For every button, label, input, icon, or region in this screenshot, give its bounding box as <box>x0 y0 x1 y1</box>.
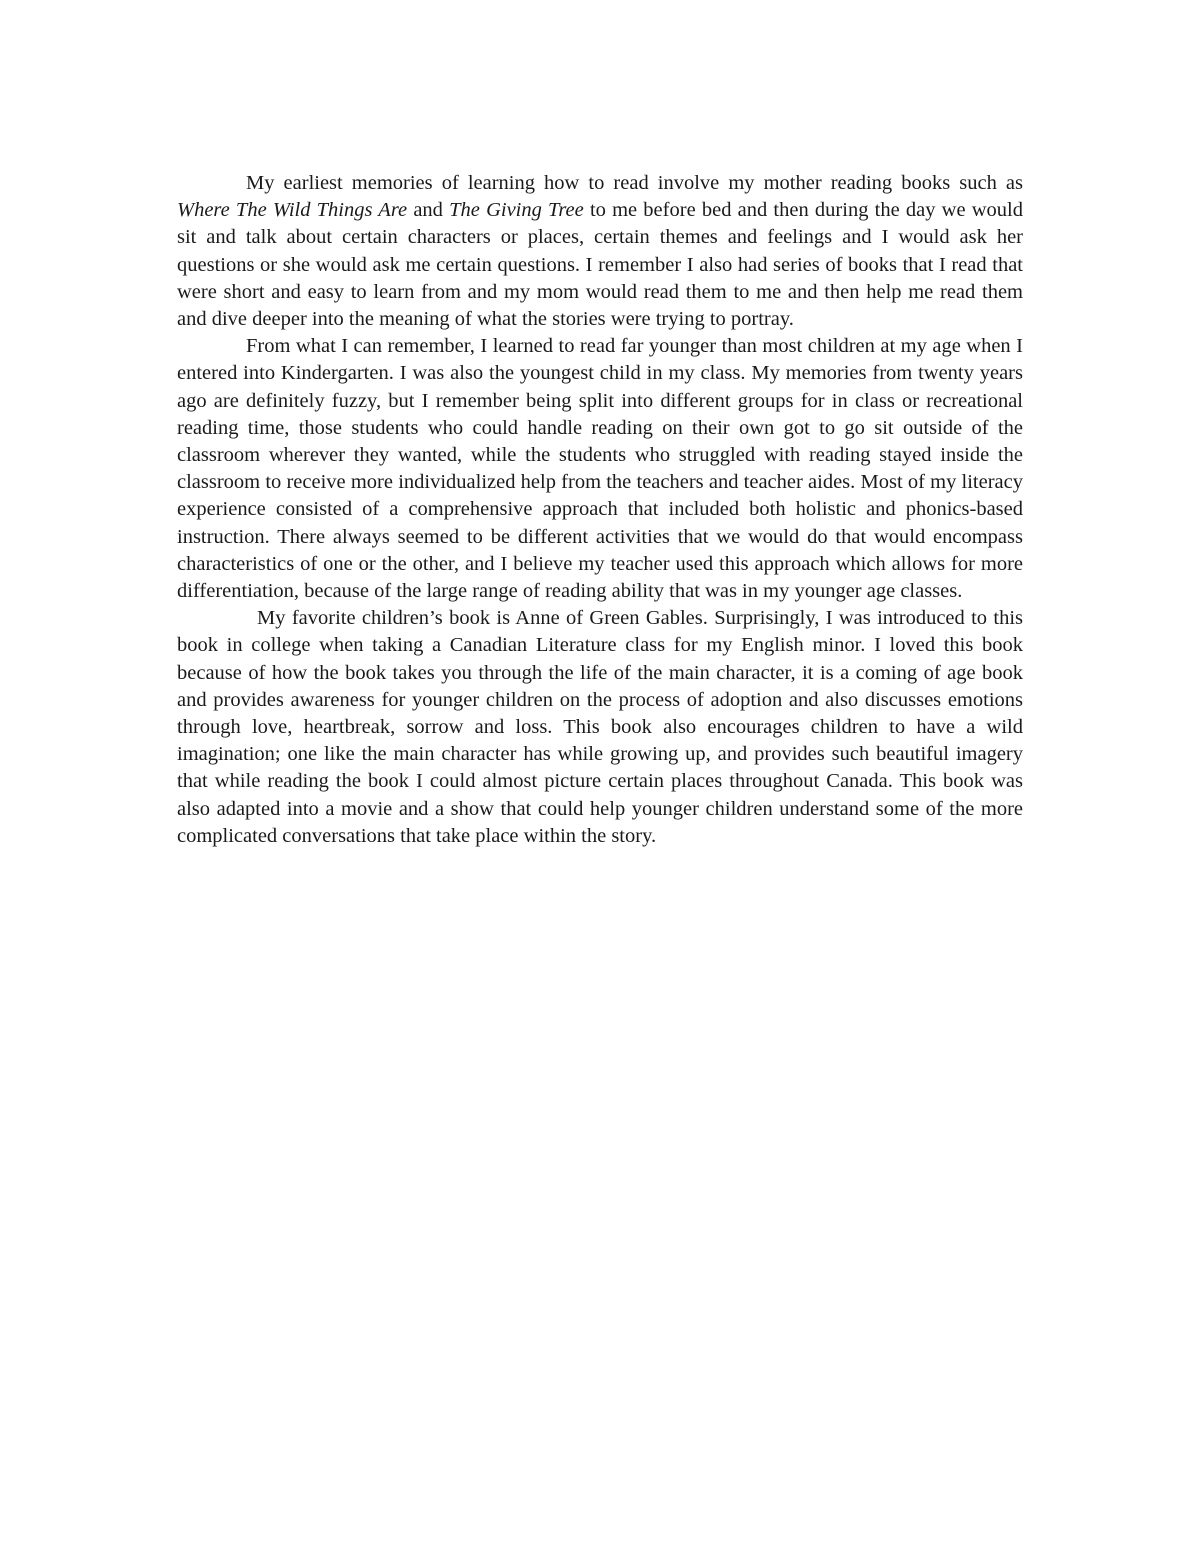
document-body <box>177 170 1023 850</box>
paragraph-1-text: to me before bed and then during the day we would sit and talk about certain characters or places, certain themes and feelings and I would ask her questions or she would ask me certain questions. I remember I also had series of books that I read that were short and easy to learn from and my mom would read them to me and then help me read them and dive deeper into the meaning of what the stories were trying to portray. <box>177 199 1024 331</box>
book-title-the-giving-tree: The Giving Tree <box>449 199 584 222</box>
paragraph-1-text: and <box>407 199 450 222</box>
paragraph-1-text: My earliest memories of learning how to read involve my mother reading books such as <box>246 172 1023 194</box>
paragraph-3 <box>177 605 1023 850</box>
paragraph-3-text: My favorite children’s book is Anne of Green Gables. Surprisingly, I was introduced to this book in college when taking a Canadian Literature class for my English minor. I loved this book because of how the book takes you through the life of the main character, it is a coming of age book and provides awareness for younger children on the process of adoption and also discusses emotions through love, heartbreak, sorrow and loss. This book also encourages children to have a wild imagination; one like the main character has while growing up, and provides such beautiful imagery that while reading the book I could almost picture certain places throughout Canada. This book was also adapted into a movie and a show that could help younger children understand some of the more complicated conversations that take place within the story. <box>177 607 1023 847</box>
paragraph-2-text: From what I can remember, I learned to read far younger than most children at my age when I entered into Kindergarten. I was also the youngest child in my class. My memories from twenty years ago are definitely fuzzy, but I remember being split into different groups for in class or recreational reading time, those students who could handle reading on their own got to go sit outside of the classroom wherever they wanted, while the students who struggled with reading stayed inside the classroom to receive more individualized help from the teachers and teacher aides. Most of my literacy experience consisted of a comprehensive approach that included both holistic and phonics-based instruction. There always seemed to be different activities that we would do that would encompass characteristics of one or the other, and I believe my teacher used this approach which allows for more differentiation, because of the large range of reading ability that was in my younger age classes. <box>177 335 1023 603</box>
book-title-where-the-wild-things-are: Where The Wild Things Are <box>177 199 408 222</box>
paragraph-2 <box>177 333 1023 605</box>
paragraph-1 <box>177 170 1023 333</box>
